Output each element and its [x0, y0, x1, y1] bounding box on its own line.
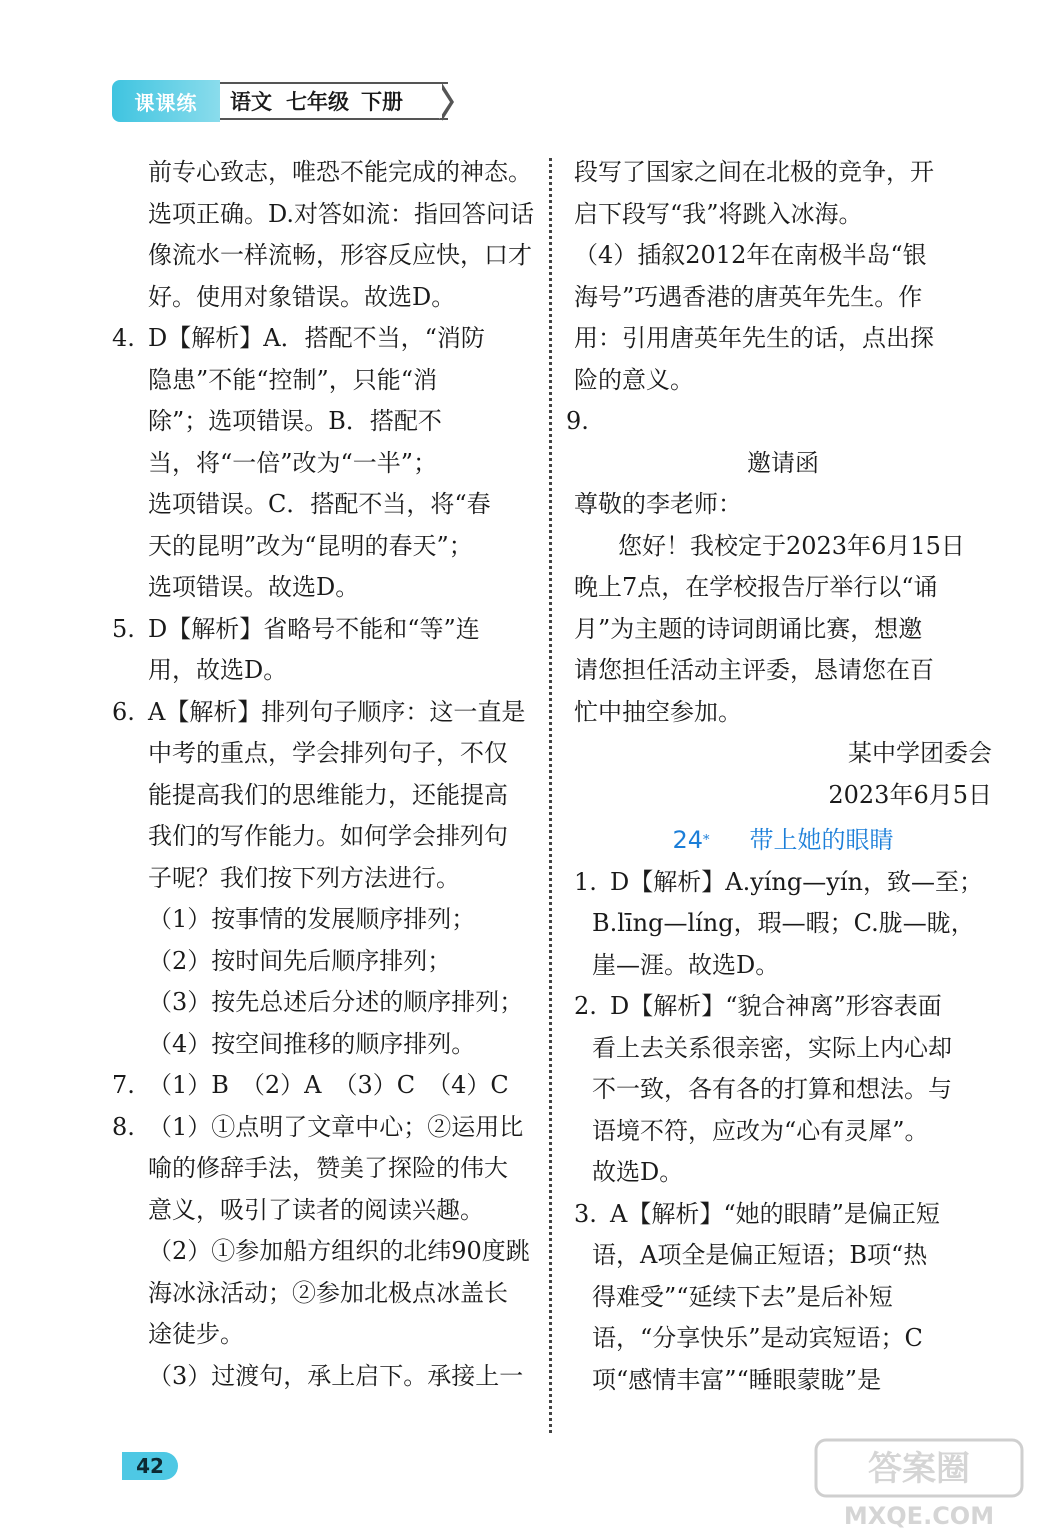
letter-body-line: 月”为主题的诗词朗诵比赛，想邀: [574, 614, 923, 643]
answer-item: 3. A【解析】“她的眼睛”是偏正短: [574, 1199, 940, 1228]
answer-item: 6. A【解析】排列句子顺序：这一直是 中考的重点，学会排列句子，不仅 能提高我们的思维能力，还能提高 我们的写作能力。如何学会排列句 子呢？我们按下列方法进行。 （1）按事情的发展顺序排列； （2）按时间先后顺序排列； （3）按先总述后分述的顺序排列； （4）按空间推移的顺序排列。: [112, 697, 526, 1058]
letter-body-line: 您好！我校定于2023年6月15日: [618, 531, 965, 560]
lesson-title: [574, 820, 992, 862]
subject-bar: [220, 82, 448, 120]
answer-item: 8. （1）①点明了文章中心；②运用比 喻的修辞手法，赞美了探险的伟大 意义，吸引了读者的阅读兴趣。 （2）①参加船方组织的北纬90度跳 海冰泳活动；②参加北极点冰盖长 途徒步。 （3）过渡句，承上启下。承接上一: [112, 1112, 530, 1390]
continued-paragraph: 前专心致志，唯恐不能完成的神态。 选项正确。D.对答如流：指回答问话 像流水一样流畅，形容反应快，口才 好。使用对象错误。故选D。: [148, 158, 535, 311]
letter-title: 邀请函: [747, 448, 819, 477]
letter-body-line: 忙中抽空参加。: [574, 697, 742, 726]
answer-item: 1. D【解析】A.yíng—yín，致—至；: [574, 867, 983, 896]
lesson-star: *: [703, 833, 710, 848]
answer-item: 5. D【解析】省略号不能和“等”连 用，故选D。: [112, 614, 480, 684]
page-number: 42: [122, 1452, 178, 1480]
watermark-logo-icon: [812, 1436, 1026, 1532]
subject-label: 语文: [230, 90, 272, 114]
letter-signer: 某中学团委会: [848, 739, 992, 767]
lesson-name: 带上她的眼睛: [749, 826, 894, 854]
right-column: 段写了国家之间在北极的竞争，开 启下段写“我”将跳入冰海。 （4）插叙2012年在南极半岛“银 海号”巧遇香港的唐英年先生。作 用：引用唐英年先生的话，点出探 险的意义。 9. 邀请函 尊敬的李老师： 您好！我校定于2023年6月15日 晚上7点，在学校报告厅举行以“诵 月”为主题的诗词朗诵比赛，想邀 请您担任活动主评委，恳请您在百 忙中抽空参加。 某中学团委会 2023年6月5日 24* 带上她的眼睛 1. D【解析】A.yíng—yín，致—至； B.līng—líng，瑕—暇；C.胧—眬， 崖—涯。故选D。 2. D【解析】“貌合神离”形容表面 看上去关系很亲密，实际上内心却 不一致，各有各的打算和想法。与 语境不符，应改为“心有灵犀”。 故选D。 3. A【解析】“她的眼睛”是偏正短 语，A项全是偏正短语；B项“热 得难受”“延续下去”是后补短 语，“分享快乐”是动宾短语；C 项“感情丰富”“睡眼蒙眬”是: [574, 152, 992, 1401]
column-divider: [549, 158, 552, 1433]
lesson-number: 24: [672, 826, 704, 854]
left-column: [112, 152, 540, 1397]
brand-badge: 课课练: [112, 80, 220, 122]
watermark-text: MXQE.COM: [843, 1502, 995, 1530]
answer-item: 4. D【解析】A．搭配不当，“消防 隐患”不能“控制”，只能“消 除”；选项错误。B．搭配不 当，将“一倍”改为“一半”； 选项错误。C．搭配不当，将“春 天的昆明”改为“昆明的春天”； 选项错误。故选D。: [112, 324, 491, 601]
letter-date: 2023年6月5日: [828, 780, 992, 809]
header-arrow-icon: [442, 83, 454, 121]
letter-salutation: 尊敬的李老师：: [574, 490, 742, 518]
answer-item: 2. D【解析】“貌合神离”形容表面: [574, 992, 942, 1020]
grade-label: 七年级 下册: [286, 90, 403, 114]
answer-item: 7. （1）B （2）A （3）C （4）C: [112, 1071, 509, 1099]
svg-text:答案圈: 答案圈: [868, 1449, 970, 1489]
letter-body-line: 晚上7点，在学校报告厅举行以“诵: [574, 573, 938, 601]
letter-body-line: 请您担任活动主评委，恳请您在百: [574, 656, 934, 684]
invitation-letter: [574, 443, 992, 817]
continued-paragraph: 段写了国家之间在北极的竞争，开 启下段写“我”将跳入冰海。 （4）插叙2012年在南极半岛“银 海号”巧遇香港的唐英年先生。作 用：引用唐英年先生的话，点出探 险的意义。: [574, 158, 934, 394]
question-9-number: 9.: [566, 407, 589, 435]
book-header: [112, 80, 452, 122]
